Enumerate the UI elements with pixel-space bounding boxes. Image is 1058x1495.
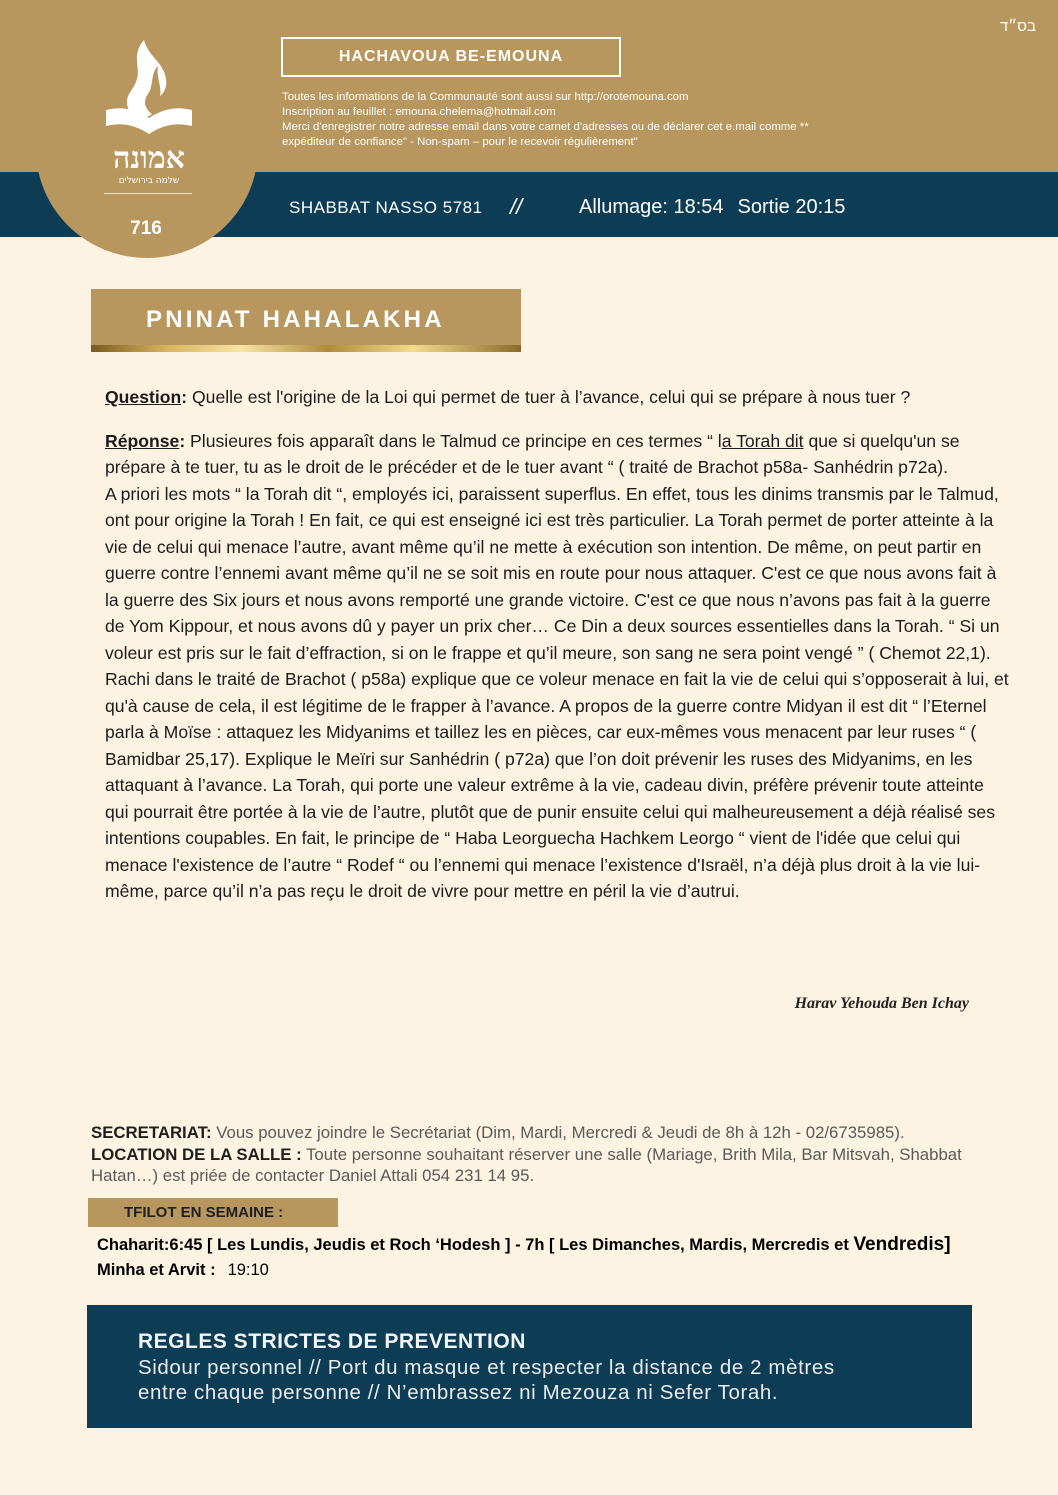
allumage-time: Allumage: 18:54	[579, 196, 724, 218]
flame-icon	[127, 40, 166, 117]
gold-stripe	[91, 345, 521, 352]
minha-time: 19:10	[227, 1261, 269, 1279]
prevention-line-2: entre chaque personne // N’embrassez ni Mezouza ni Sefer Torah.	[138, 1381, 779, 1404]
chaharit-end: Vendredis]	[853, 1234, 951, 1255]
section-title: PNINAT HAHALAKHA	[91, 289, 521, 349]
tfilot-header: TFILOT EN SEMAINE :	[88, 1198, 338, 1227]
svg-text:אמונה: אמונה	[113, 141, 185, 176]
svg-text:שלמה בירושלים: שלמה בירושלים	[118, 176, 180, 186]
shabbat-name: SHABBAT NASSO 5781	[289, 198, 483, 217]
header-info	[282, 90, 932, 150]
question-label: Question	[105, 387, 182, 407]
author-signature: Harav Yehouda Ben Ichay	[794, 995, 969, 1012]
chaharit-times: Chaharit:6:45 [ Les Lundis, Jeudis et Roch ‘Hodesh ] - 7h [ Les Dimanches, Mardis, Mercredis et	[97, 1236, 854, 1254]
prevention-box	[87, 1305, 972, 1428]
article-body: A priori les mots “ la Torah dit “, employés ici, paraissent superflus. En effet, tous les dinims transmis par le Talmud, ont pour origine la Torah ! En fait, ce qui est enseigné ici est très particulier. La Torah permet de porter atteinte à la vie de celui qui menace l’autre, avant même qu’il ne mette à exécution son intention. De même, on peut partir en guerre contre l’ennemi avant même qu’il ne se soit mis en route pour nous attaquer. C'est ce que nous avons fait à la guerre des Six jours et nous avons remporté une grande victoire. C'est ce que nous n’avons pas fait à la guerre de Yom Kippour, et nous avons dû y payer un prix cher… Ce Din a deux sources essentielles dans la Torah. “ Si un voleur est pris sur le fait d’effraction, si on le frappe et qu’il meure, son sang ne sera point vengé ” ( Chemot 22,1). Rachi dans le traité de Brachot ( p58a) explique que ce voleur menace en fait la vie de celui qui s’opposerait à lui, et qu'à cause de cela, il est légitime de le frapper à l’avance. A propos de la guerre contre Midyan il est dit “ l’Eternel parla à Moïse : attaquez les Midyanims et taillez les en pièces, car eux-mêmes vous menacent par leur ruses “ ( Bamidbar 25,17). Explique le Meïri sur Sanhédrin ( p72a) que l’on doit prévenir les ruses des Midyanims, en les attaquant à l’avance. La Torah, qui porte une valeur extrême à la vie, cadeau divin, préfère prévenir toute atteinte qui pourrait être portée à la vie de l’autre, plutôt que de punir ensuite celui qui malheureusement a déjà réalisé ses intentions coupables. En fait, le principe de “ Haba Leorguecha Hachkem Leorgo “ vient de l'idée que celui qui menace l'existence de l’autre “ Rodef “ ou l’ennemi qui menace l’existence d'Israël, n’a déjà plus droit à la vie lui-même, parce qu’il n’a pas reçu le droit de vivre pour mettre en péril la vie d’autrui.	[105, 483, 1009, 901]
info-line-website: Toutes les informations de la Communauté sont aussi sur http://orotemouna.com	[282, 91, 689, 103]
shabbat-times	[579, 196, 845, 219]
bsd-mark: בס״ד	[999, 18, 1036, 35]
info-line-notice: Merci d'enregistrer notre adresse email dans votre carnet d'adresses ou de déclarer cet e.mail comme **	[282, 121, 809, 133]
answer-underlined: a Torah dit	[721, 430, 804, 451]
answer-label: Réponse	[105, 430, 180, 451]
info-line-notice-cont: expéditeur de confiance" - Non-spam – pour le recevoir régulièrement"	[282, 136, 638, 148]
prevention-title: REGLES STRICTES DE PREVENTION	[138, 1330, 526, 1353]
secretariat-line	[91, 1122, 1031, 1144]
contact-info	[91, 1122, 1031, 1187]
salle-label: LOCATION DE LA SALLE :	[91, 1144, 302, 1164]
answer-paragraph: Réponse: Plusieures fois apparaît dans le Talmud ce principe en ces termes “ la Torah dit que si quelqu'un se prépare à te tuer, tu as le droit de le précéder et de le tuer avant “ ( traité de Brachot p58a- Sanhédrin p72a).	[105, 430, 960, 477]
issue-number: 716	[130, 218, 162, 239]
salle-line	[91, 1144, 1031, 1187]
article	[105, 384, 1010, 905]
secretariat-label: SECRETARIAT:	[91, 1123, 212, 1142]
question-paragraph: Question: Quelle est l'origine de la Loi qui permet de tuer à l’avance, celui qui se prépare à nous tuer ?	[105, 387, 911, 407]
info-line-email: Inscription au feuillet : emouna.chelema@hotmail.com	[282, 106, 556, 118]
emouna-logo	[102, 38, 198, 188]
answer-text-cont: que si quelqu'un se prépare à te tuer, tu as le droit de le précéder et de le tuer avant “ ( traité de Brachot p58a- Sanhédrin p72a).	[105, 430, 960, 477]
prayer-schedule	[97, 1232, 951, 1283]
chaharit-row	[97, 1232, 951, 1258]
answer-text: Plusieures fois apparaît dans le Talmud ce principe en ces termes “ l	[185, 430, 722, 451]
salle-text: Toute personne souhaitant réserver une salle (Mariage, Brith Mila, Bar Mitsvah, Shabbat Hatan…) est priée de contacter Daniel Attali 054 231 14 95.	[91, 1144, 962, 1185]
newsletter-title: HACHAVOUA BE-EMOUNA	[281, 37, 621, 77]
logo-divider	[104, 193, 192, 194]
secretariat-text: Vous pouvez joindre le Secrétariat (Dim, Mardi, Mercredi & Jeudi de 8h à 12h - 02/6735985).	[211, 1123, 905, 1142]
sortie-time: Sortie 20:15	[737, 196, 846, 218]
separator: //	[510, 194, 523, 219]
minha-label: Minha et Arvit :	[97, 1261, 216, 1279]
prevention-line-1: Sidour personnel // Port du masque et respecter la distance de 2 mètres	[138, 1356, 835, 1379]
minha-row	[97, 1258, 951, 1283]
question-text: Quelle est l'origine de la Loi qui permet de tuer à l’avance, celui qui se prépare à nous tuer ?	[187, 387, 911, 407]
